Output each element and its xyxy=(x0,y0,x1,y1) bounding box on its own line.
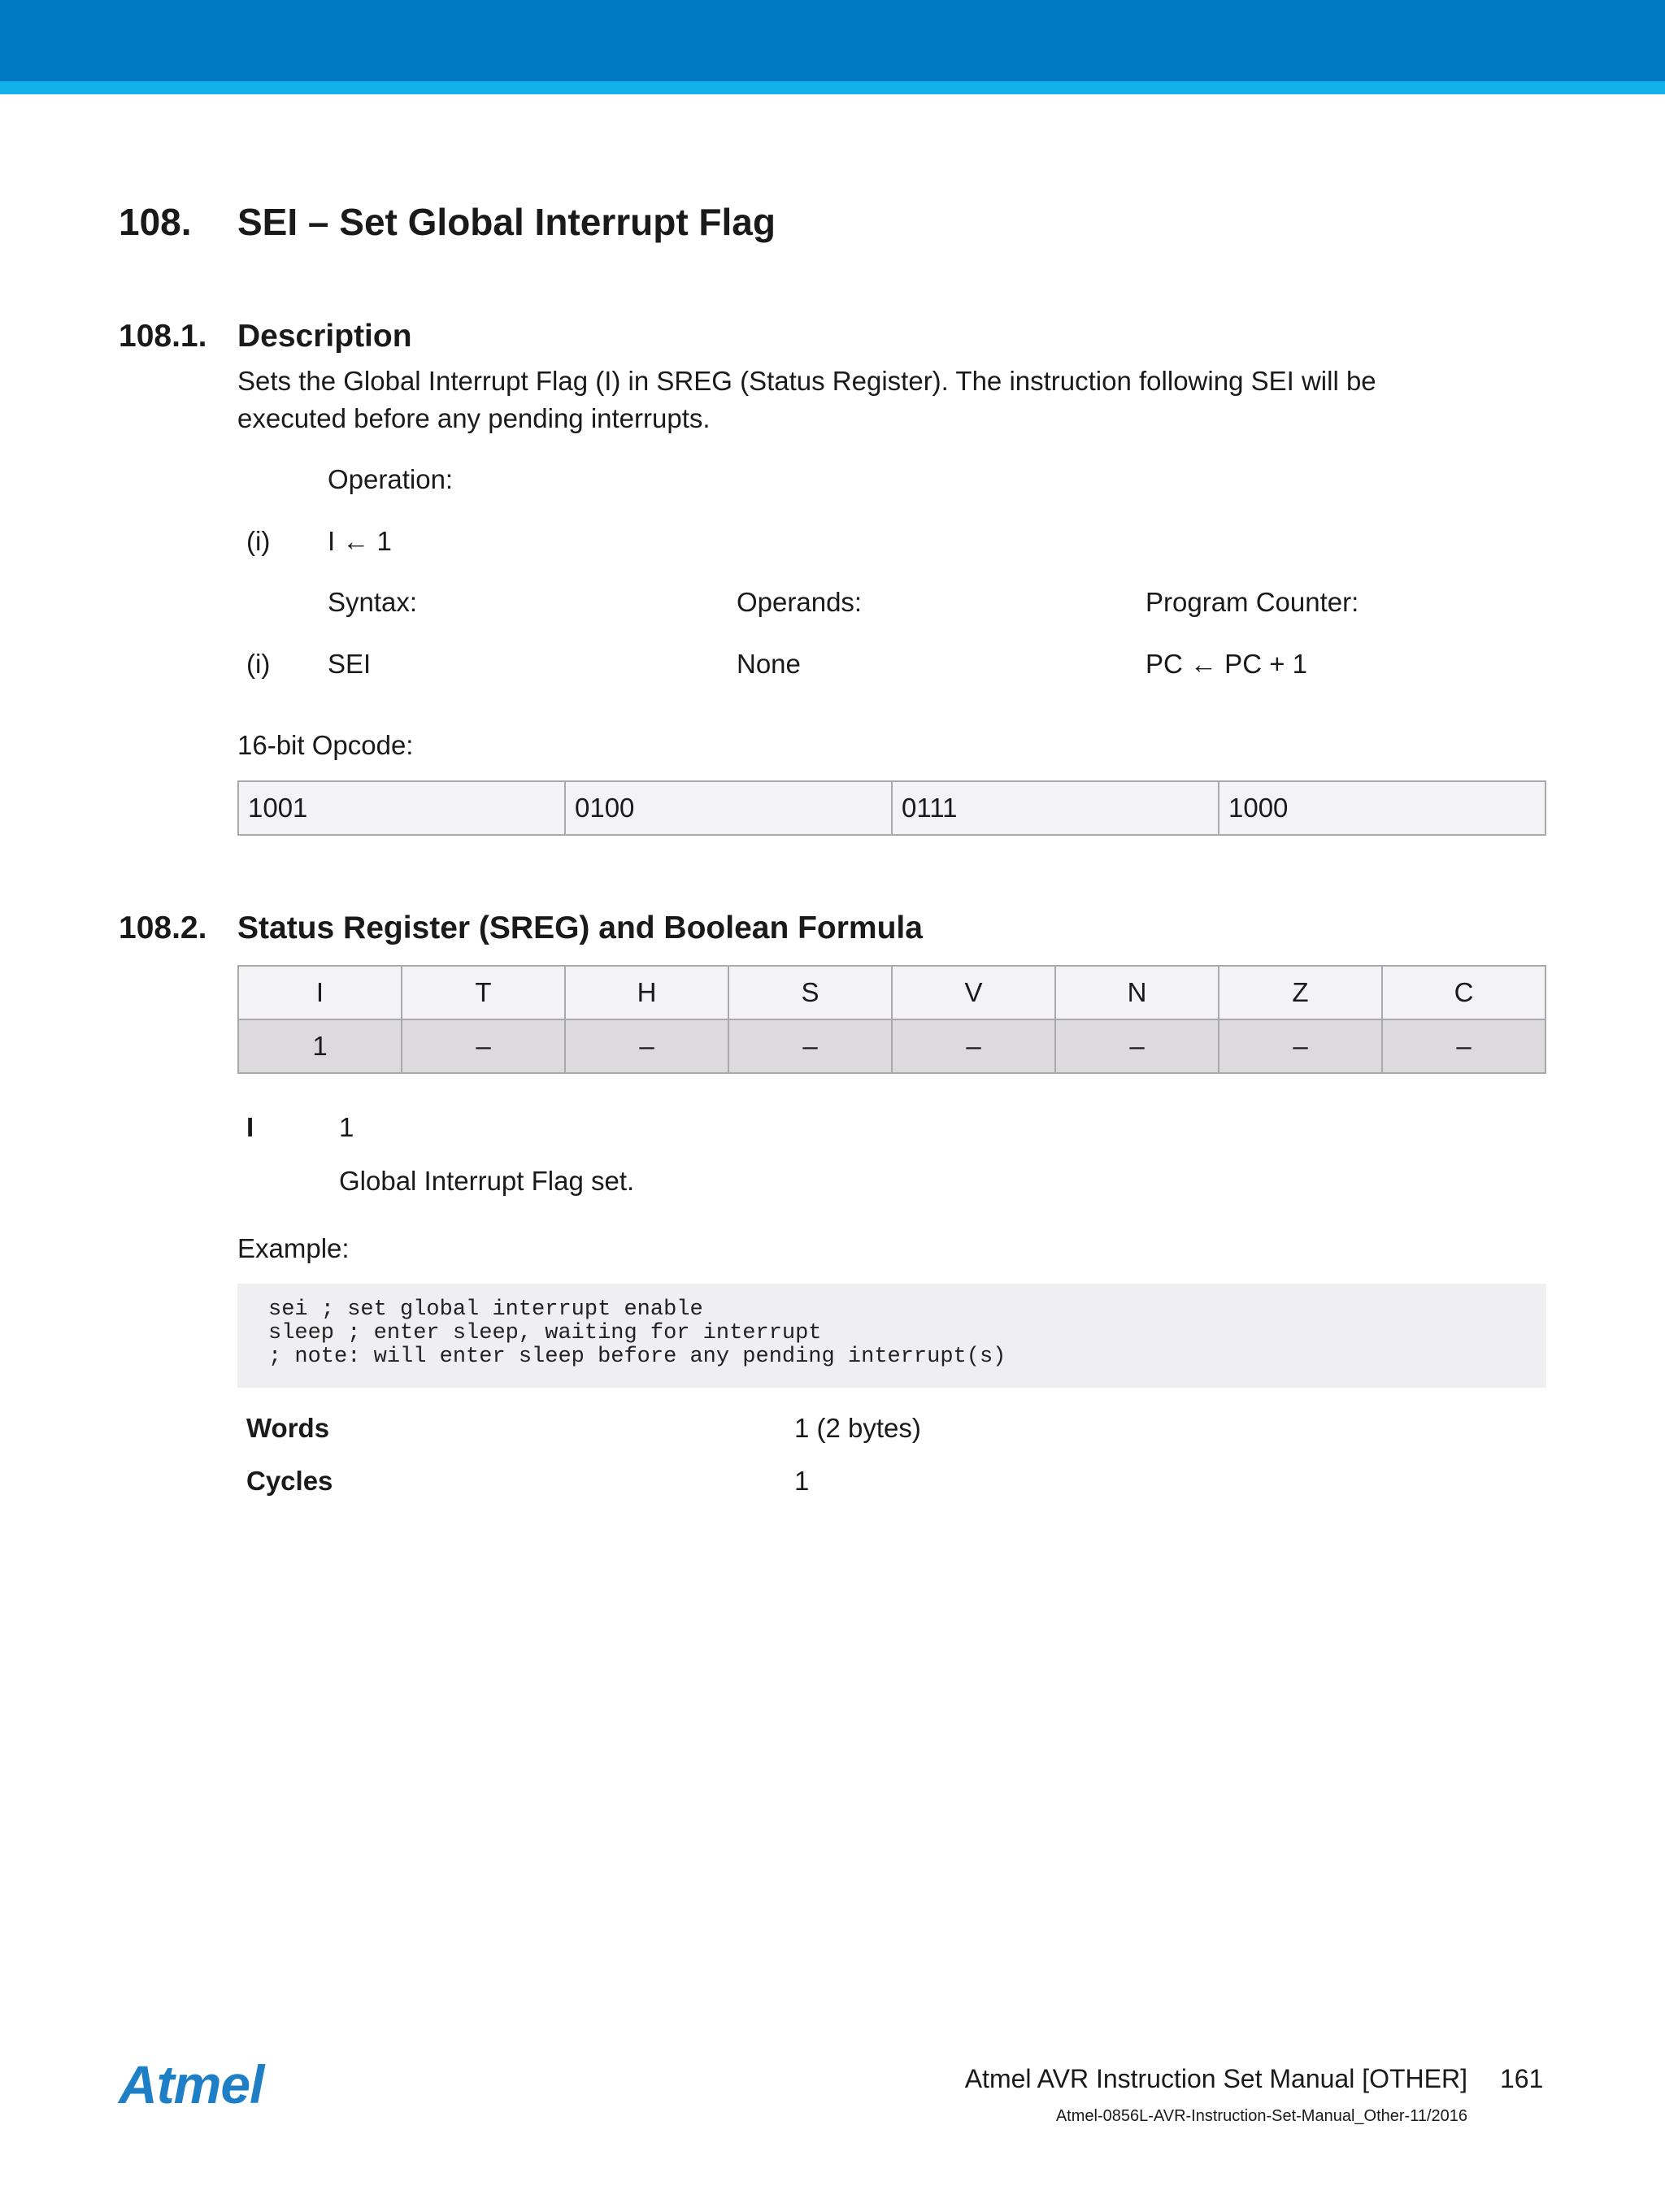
sreg-value: – xyxy=(892,1019,1055,1073)
sreg-value: – xyxy=(728,1019,892,1073)
syntax-row-index: (i) xyxy=(246,649,271,679)
sreg-heading: Status Register (SREG) and Boolean Formula xyxy=(237,910,923,945)
flag-detail-note: Global Interrupt Flag set. xyxy=(339,1166,635,1196)
example-code-block xyxy=(237,1284,1546,1388)
words-value: 1 (2 bytes) xyxy=(794,1413,921,1443)
sreg-flag: H xyxy=(565,966,728,1019)
header-banner xyxy=(0,0,1665,81)
sreg-flag-row xyxy=(238,966,1545,1019)
flag-detail-name: I xyxy=(246,1112,254,1142)
cycles-label: Cycles xyxy=(246,1466,333,1496)
sreg-flag: C xyxy=(1382,966,1545,1019)
sreg-flag: S xyxy=(728,966,892,1019)
footer-manual-title: Atmel AVR Instruction Set Manual [OTHER] xyxy=(964,2064,1467,2093)
header-stripe xyxy=(0,81,1665,94)
program-counter-value: PC ← PC + 1 xyxy=(1146,649,1307,679)
code-line: sei ; set global interrupt enable xyxy=(268,1297,703,1322)
sreg-flag: Z xyxy=(1219,966,1382,1019)
footer-page-number: 161 xyxy=(1500,2064,1544,2093)
description-line-1: Sets the Global Interrupt Flag (I) in SREG (Status Register). The instruction following SEI will be xyxy=(237,366,1376,396)
example-label: Example: xyxy=(237,1233,350,1263)
opcode-cell: 1001 xyxy=(238,781,565,835)
flag-detail-value: 1 xyxy=(339,1112,354,1142)
sreg-value: – xyxy=(402,1019,565,1073)
opcode-cell: 0111 xyxy=(892,781,1219,835)
description-line-2: executed before any pending interrupts. xyxy=(237,403,711,433)
sreg-value: – xyxy=(565,1019,728,1073)
words-label: Words xyxy=(246,1413,330,1443)
operation-label: Operation: xyxy=(328,464,454,494)
atmel-logo: Atmel xyxy=(119,2054,264,2114)
sreg-flag: I xyxy=(238,966,402,1019)
operation-index: (i) xyxy=(246,526,271,556)
description-number: 108.1. xyxy=(119,319,207,354)
opcode-label: 16-bit Opcode: xyxy=(237,730,414,760)
opcode-table xyxy=(237,780,1546,836)
opcode-cell: 0100 xyxy=(565,781,892,835)
syntax-value: SEI xyxy=(328,649,372,679)
operation-expression: I ← 1 xyxy=(328,526,392,556)
sreg-value-row xyxy=(238,1019,1545,1073)
footer-document-id: Atmel-0856L-AVR-Instruction-Set-Manual_Other-11/2016 xyxy=(1055,2107,1467,2125)
code-line: ; note: will enter sleep before any pending interrupt(s) xyxy=(268,1345,1006,1369)
syntax-header: Syntax: xyxy=(328,587,418,617)
sreg-flag: V xyxy=(892,966,1055,1019)
description-heading: Description xyxy=(237,319,412,354)
section-number: 108. xyxy=(119,201,192,243)
sreg-table xyxy=(237,965,1546,1074)
opcode-cell: 1000 xyxy=(1219,781,1545,835)
section-title: SEI – Set Global Interrupt Flag xyxy=(237,201,776,243)
sreg-flag: T xyxy=(402,966,565,1019)
sreg-number: 108.2. xyxy=(119,910,207,945)
sreg-value: 1 xyxy=(238,1019,402,1073)
sreg-value: – xyxy=(1055,1019,1219,1073)
operands-header: Operands: xyxy=(737,587,863,617)
code-line: sleep ; enter sleep, waiting for interrupt xyxy=(268,1321,822,1345)
program-counter-header: Program Counter: xyxy=(1146,587,1359,617)
sreg-value: – xyxy=(1382,1019,1545,1073)
operands-value: None xyxy=(737,649,801,679)
sreg-value: – xyxy=(1219,1019,1382,1073)
sreg-flag: N xyxy=(1055,966,1219,1019)
cycles-value: 1 xyxy=(794,1466,810,1496)
